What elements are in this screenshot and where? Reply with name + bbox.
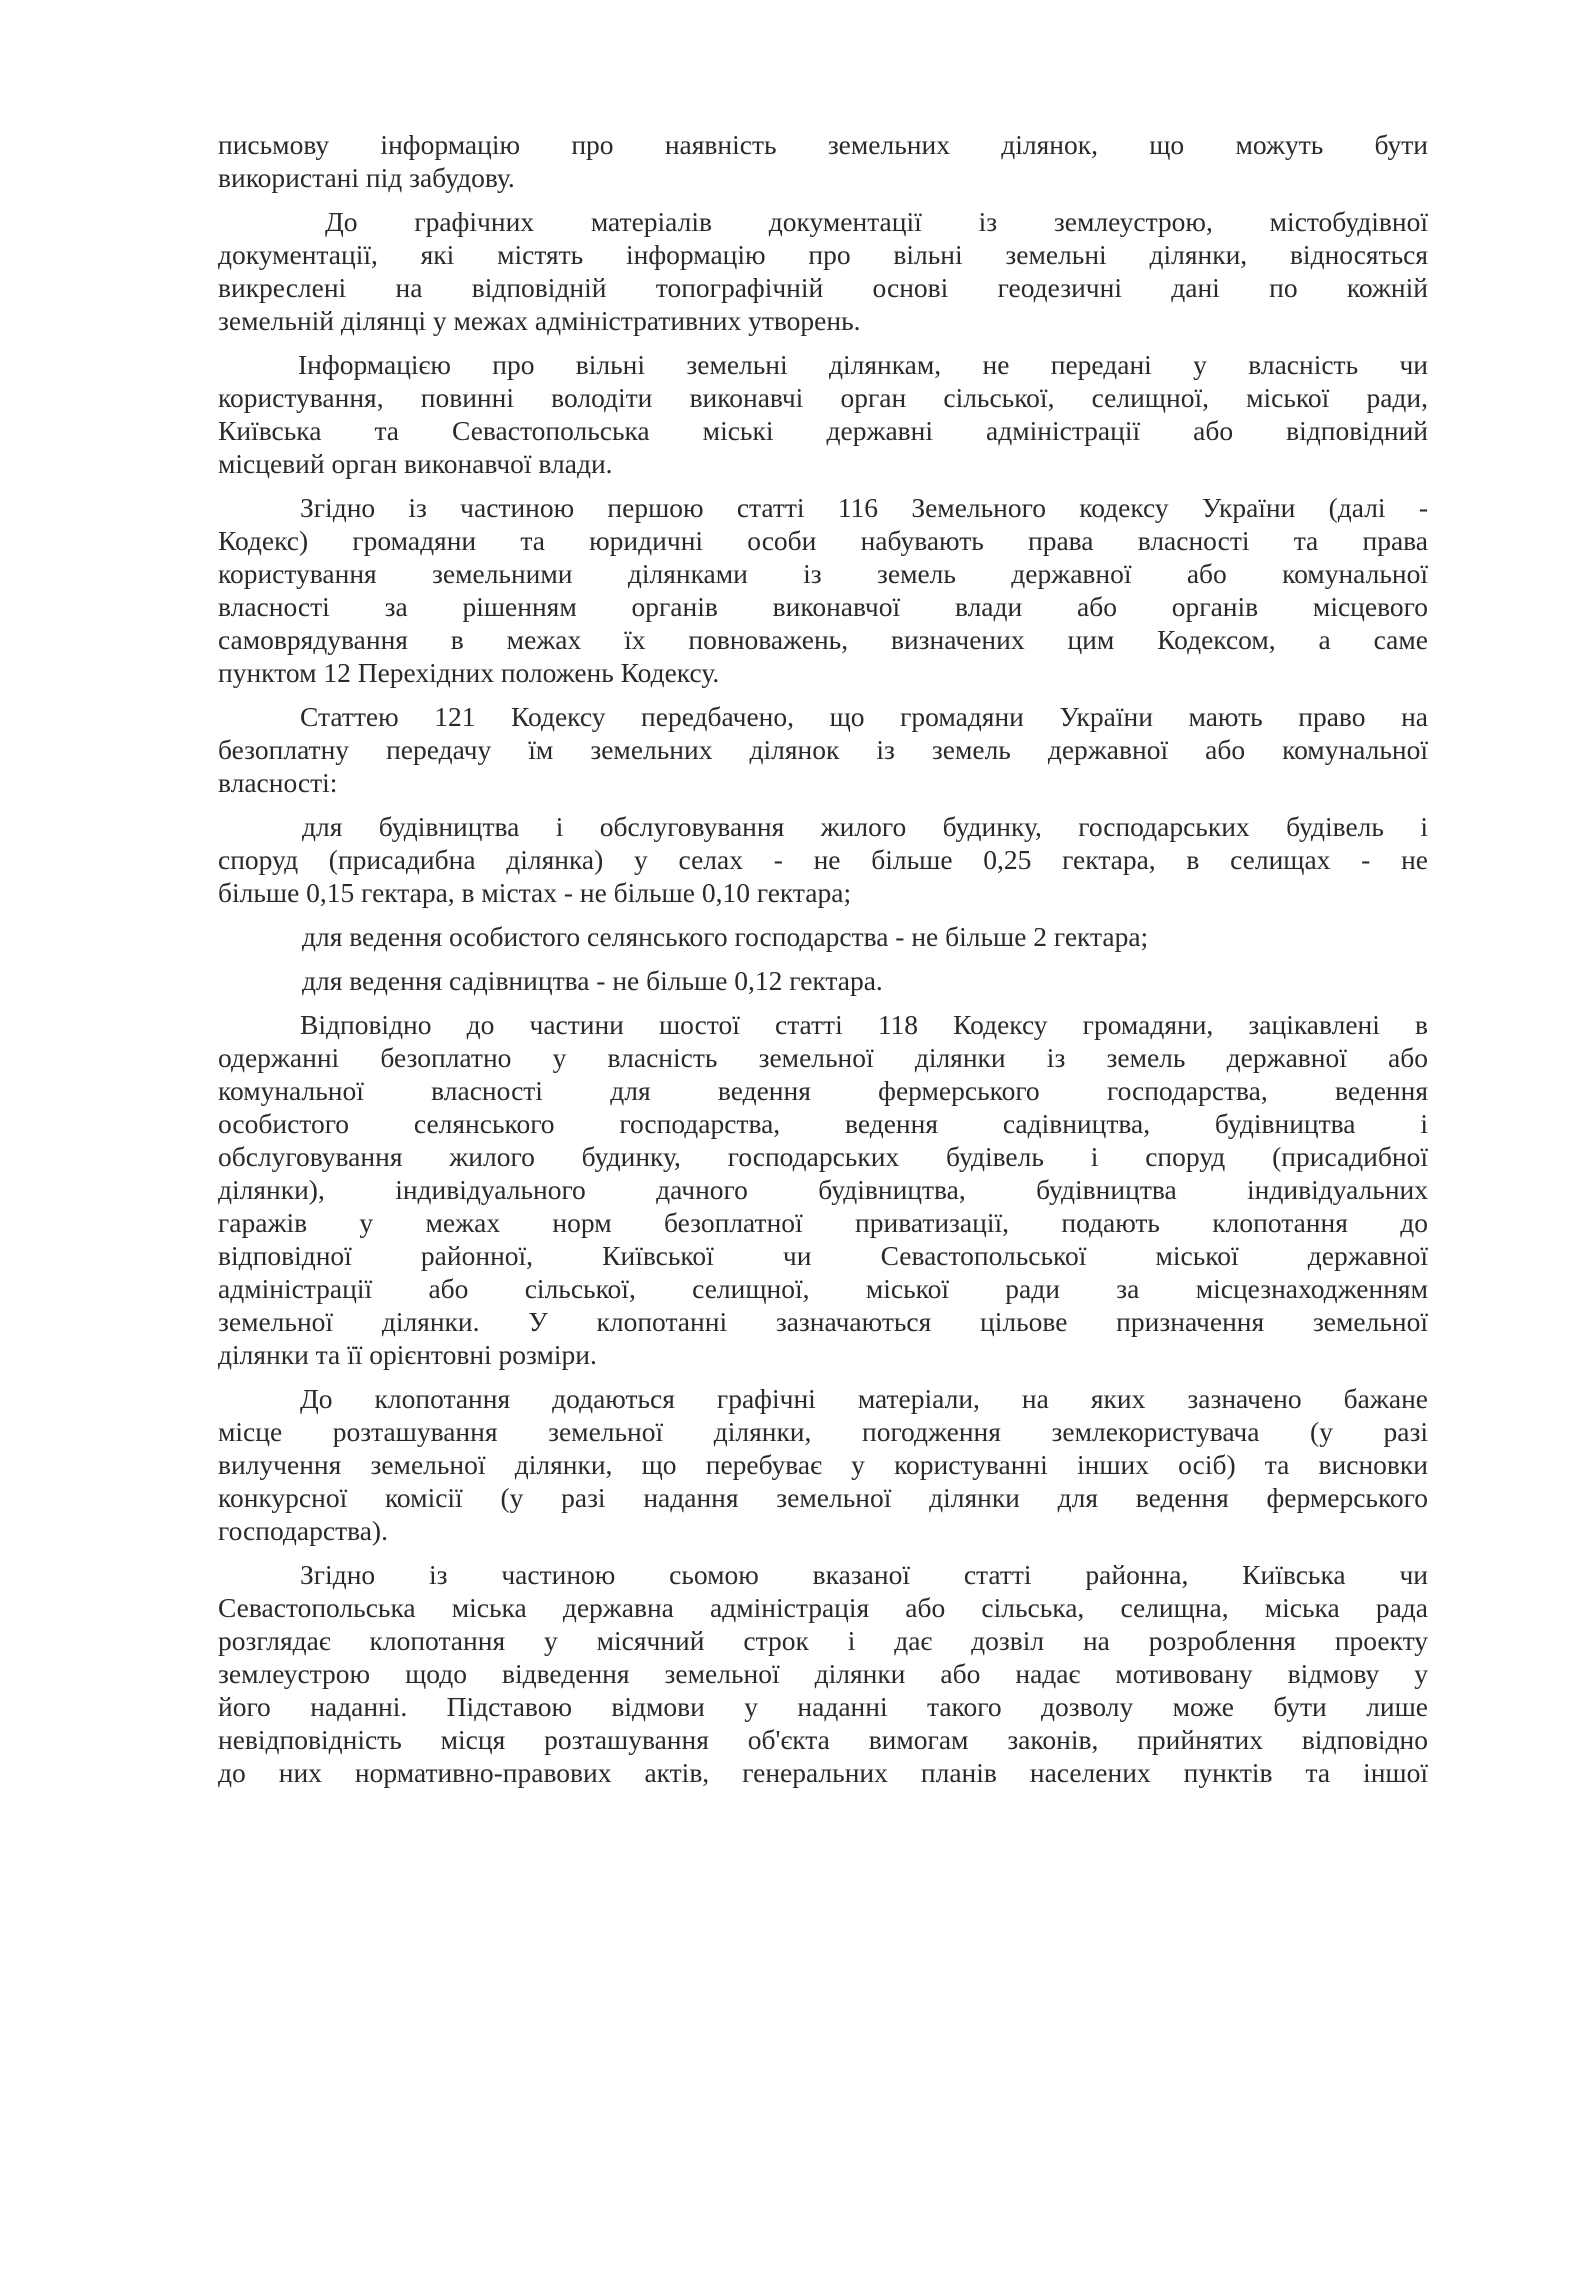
text-line: самоврядування в межах їх повноважень, визначених цим Кодексом, а саме: [218, 624, 1428, 655]
text-line: земельній ділянці у межах адміністративних утворень.: [218, 305, 861, 336]
text-line: До клопотання додаються графічні матеріали, на яких зазначено бажане: [300, 1383, 1428, 1414]
text-line: документації, які містять інформацію про вільні земельні ділянки, відносяться: [218, 239, 1428, 270]
text-line: ділянки), індивідуального дачного будівництва, будівництва індивідуальних: [218, 1174, 1428, 1205]
text-line: земельної ділянки. У клопотанні зазначаються цільове призначення земельної: [218, 1306, 1428, 1337]
text-line: користування земельними ділянками із земель державної або комунальної: [218, 558, 1428, 589]
text-line: конкурсної комісії (у разі надання земельної ділянки для ведення фермерського: [218, 1482, 1428, 1513]
text-line: адміністрації або сільської, селищної, міської ради за місцезнаходженням: [218, 1273, 1428, 1304]
text-line: ділянки та її орієнтовні розміри.: [218, 1339, 597, 1370]
text-line: Севастопольська міська державна адміністрація або сільська, селищна, міська рада: [218, 1592, 1428, 1623]
text-line: для будівництва і обслуговування жилого будинку, господарських будівель і: [302, 811, 1428, 842]
text-line: його наданні. Підставою відмови у наданні такого дозволу може бути лише: [218, 1691, 1428, 1722]
list-item: [218, 920, 1428, 953]
text-line: розглядає клопотання у місячний строк і дає дозвіл на розроблення проекту: [218, 1625, 1428, 1656]
document-page: [218, 128, 1428, 1789]
text-line: Згідно із частиною першою статті 116 Земельного кодексу України (далі -: [300, 492, 1428, 523]
text-line: місце розташування земельної ділянки, погодження землекористувача (у разі: [218, 1416, 1428, 1447]
paragraph: [218, 1382, 1428, 1547]
text-line: гаражів у межах норм безоплатної приватизації, подають клопотання до: [218, 1207, 1428, 1238]
text-line: вилучення земельної ділянки, що перебуває у користуванні інших осіб) та висновки: [218, 1449, 1428, 1480]
text-line: Відповідно до частини шостої статті 118 Кодексу громадяни, зацікавлені в: [300, 1009, 1428, 1040]
paragraph: [218, 348, 1428, 480]
text-line: власності:: [218, 767, 338, 798]
text-line: господарства).: [218, 1515, 388, 1546]
text-line: місцевий орган виконавчої влади.: [218, 448, 613, 479]
paragraph: [218, 491, 1428, 689]
text-line: Кодекс) громадяни та юридичні особи набувають права власності та права: [218, 525, 1428, 556]
text-line: Інформацією про вільні земельні ділянкам, не передані у власність чи: [298, 349, 1428, 380]
text-line: використані під забудову.: [218, 162, 515, 193]
text-line: Згідно із частиною сьомою вказаної статті районна, Київська чи: [300, 1559, 1428, 1590]
text-line: до них нормативно-правових актів, генеральних планів населених пунктів та іншої: [218, 1757, 1428, 1788]
text-line: користування, повинні володіти виконавчі орган сільської, селищної, міської ради,: [218, 382, 1428, 413]
text-line: обслуговування жилого будинку, господарських будівель і споруд (присадибної: [218, 1141, 1428, 1172]
text-line: для ведення садівництва - не більше 0,12 гектара.: [302, 965, 883, 996]
text-line: викреслені на відповідній топографічній основі геодезичні дані по кожній: [218, 272, 1428, 303]
text-line: безоплатну передачу їм земельних ділянок із земель державної або комунальної: [218, 734, 1428, 765]
text-line: споруд (присадибна ділянка) у селах - не більше 0,25 гектара, в селищах - не: [218, 844, 1428, 875]
text-line: комунальної власності для ведення фермерського господарства, ведення: [218, 1075, 1428, 1106]
text-line: для ведення особистого селянського господарства - не більше 2 гектара;: [302, 921, 1149, 952]
text-line: До графічних матеріалів документації із землеустрою, містобудівної: [325, 206, 1428, 237]
paragraph: [218, 1008, 1428, 1371]
text-line: землеустрою щодо відведення земельної ділянки або надає мотивовану відмову у: [218, 1658, 1428, 1689]
paragraph: [218, 128, 1428, 194]
list-item: [218, 964, 1428, 997]
text-line: одержанні безоплатно у власність земельної ділянки із земель державної або: [218, 1042, 1428, 1073]
paragraph: [218, 1558, 1428, 1789]
text-line: особистого селянського господарства, ведення садівництва, будівництва і: [218, 1108, 1428, 1139]
paragraph: [218, 205, 1428, 337]
text-line: письмову інформацію про наявність земельних ділянок, що можуть бути: [218, 129, 1428, 160]
text-line: Київська та Севастопольська міські державні адміністрації або відповідний: [218, 415, 1428, 446]
paragraph: [218, 700, 1428, 799]
text-line: Статтею 121 Кодексу передбачено, що громадяни України мають право на: [300, 701, 1428, 732]
list-item: [218, 810, 1428, 909]
text-line: власності за рішенням органів виконавчої влади або органів місцевого: [218, 591, 1428, 622]
text-line: більше 0,15 гектара, в містах - не більше 0,10 гектара;: [218, 877, 852, 908]
text-line: пунктом 12 Перехідних положень Кодексу.: [218, 657, 720, 688]
text-line: відповідної районної, Київської чи Севастопольської міської державної: [218, 1240, 1428, 1271]
text-line: невідповідність місця розташування об'єкта вимогам законів, прийнятих відповідно: [218, 1724, 1428, 1755]
